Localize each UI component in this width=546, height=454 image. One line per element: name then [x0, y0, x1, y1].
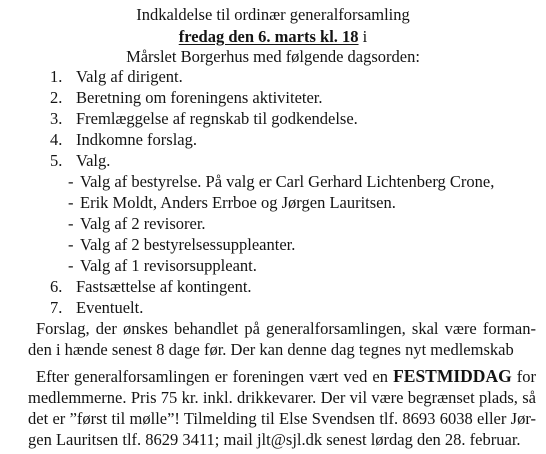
agenda-number: 2.	[50, 88, 63, 107]
subitem-dash: -	[68, 256, 74, 275]
subitem-text: Erik Moldt, Anders Errboe og Jørgen Lauritsen.	[80, 193, 396, 212]
heading-line-2	[0, 27, 546, 47]
subitem-text: Valg af 2 bestyrelsessuppleanter.	[80, 235, 296, 254]
agenda-item-3	[50, 109, 358, 129]
agenda-number: 4.	[50, 130, 63, 149]
agenda-number: 5.	[50, 151, 63, 170]
dinner-paragraph	[28, 366, 536, 450]
subitem-text: Valg af bestyrelse. På valg er Carl Gerhard Lichtenberg Crone,	[80, 172, 495, 191]
agenda-text: Valg.	[76, 151, 111, 170]
agenda-text: Fremlæggelse af regnskab til godkendelse.	[76, 109, 358, 128]
agenda-item-1	[50, 67, 183, 87]
agenda-text: Fastsættelse af kontingent.	[76, 277, 252, 296]
agenda-number: 3.	[50, 109, 63, 128]
agenda-number: 6.	[50, 277, 63, 296]
agenda-item-5	[50, 151, 110, 171]
agenda-text: Beretning om foreningens aktiviteter.	[76, 88, 323, 107]
heading-line-3: Mårslet Borgerhus med følgende dagsorden:	[126, 47, 420, 66]
meeting-date: fredag den 6. marts kl. 18	[178, 27, 359, 46]
festmiddag-highlight: FESTMIDDAG	[393, 366, 512, 386]
heading-connector: i	[362, 27, 368, 46]
subitem-dash: -	[68, 235, 74, 254]
agenda-item-6	[50, 277, 252, 297]
agenda-number: 7.	[50, 298, 63, 317]
agenda-text: Indkomne forslag.	[76, 130, 197, 149]
paragraph-line: medlemmerne. Pris 75 kr. inkl. drikkevarer. Der vil være begrænset plads, så	[28, 388, 536, 407]
agenda-item-4	[50, 130, 197, 150]
agenda-subitem-1	[68, 172, 494, 192]
agenda-subitem-4	[68, 235, 295, 255]
heading-line-1: Indkaldelse til ordinær generalforsamling	[136, 5, 410, 24]
agenda-number: 1.	[50, 67, 63, 86]
paragraph-line: Efter generalforsamlingen er foreningen vært ved en FESTMIDDAG for	[36, 366, 537, 386]
subitem-text: Valg af 1 revisorsuppleant.	[80, 256, 257, 275]
subitem-dash: -	[68, 214, 74, 233]
agenda-item-2	[50, 88, 323, 108]
agenda-item-7	[50, 298, 143, 318]
subitem-text: Valg af 2 revisorer.	[80, 214, 206, 233]
paragraph-line: den i hænde senest 8 dage før. Der kan denne dag tegnes nyt medlemskab	[28, 340, 514, 359]
agenda-text: Eventuelt.	[76, 298, 144, 317]
agenda-subitem-2	[68, 193, 396, 213]
agenda-text: Valg af dirigent.	[76, 67, 183, 86]
proposals-paragraph	[28, 318, 536, 360]
agenda-subitem-3	[68, 214, 206, 234]
paragraph-line: gen Lauritsen tlf. 8629 3411; mail jlt@sjl.dk senest lørdag den 28. februar.	[28, 430, 521, 449]
subitem-dash: -	[68, 172, 74, 191]
paragraph-line: Forslag, der ønskes behandlet på generalforsamlingen, skal være forman-	[36, 319, 536, 338]
agenda-subitem-5	[68, 256, 257, 276]
paragraph-line: det er ”først til mølle”! Tilmelding til Else Svendsen tlf. 8693 6038 eller Jør-	[28, 409, 536, 428]
subitem-dash: -	[68, 193, 74, 212]
